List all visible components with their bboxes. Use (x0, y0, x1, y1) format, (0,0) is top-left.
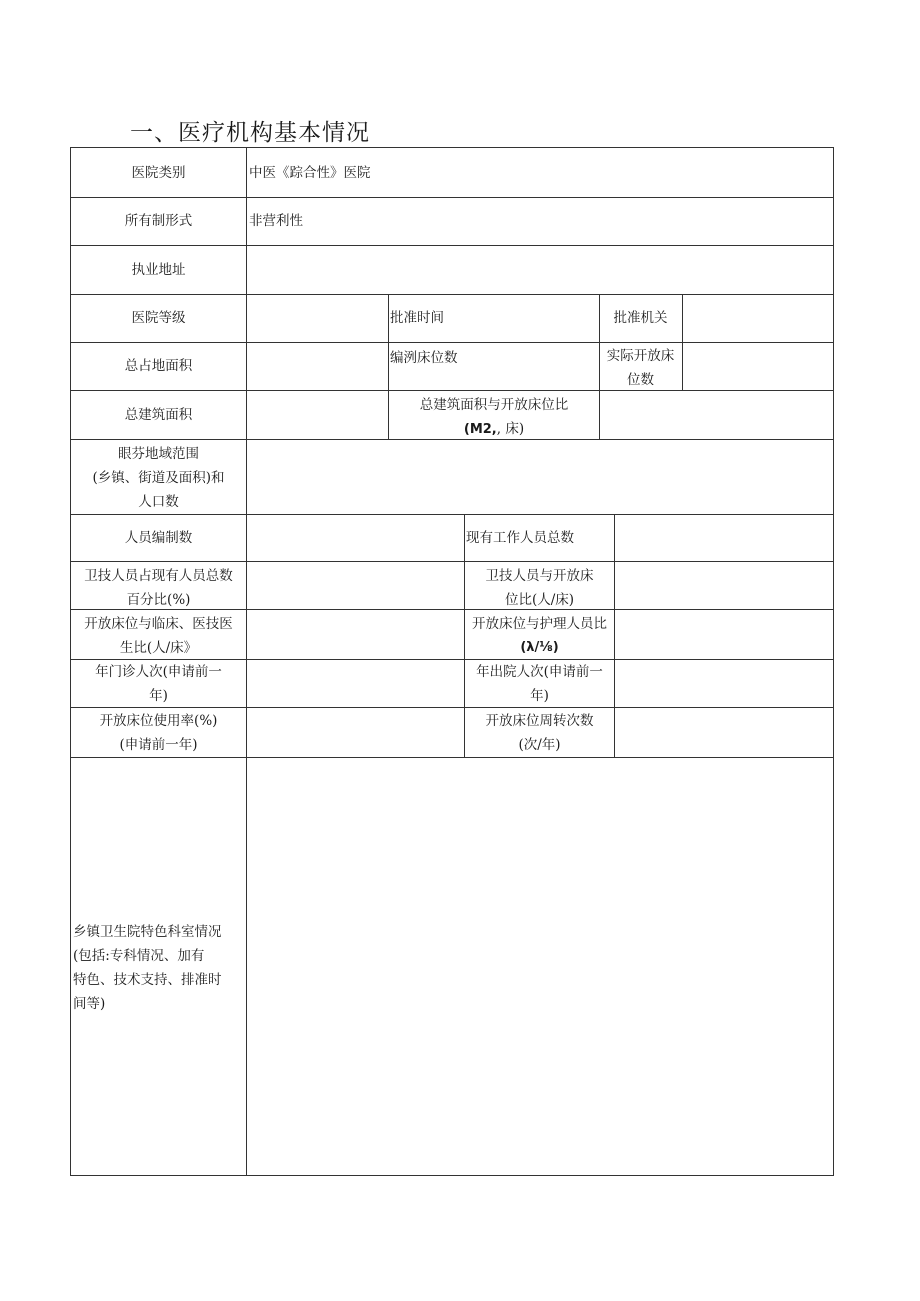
service-area-label (71, 442, 246, 514)
area-bed-ratio-value[interactable] (600, 390, 833, 439)
tech-staff-bed-ratio-line1: 卫技人员与开放床 (485, 568, 594, 584)
discharges-value[interactable] (615, 659, 833, 707)
tech-staff-percent-line2: 百分比(%) (126, 592, 191, 608)
grade-label: 医院等级 (131, 310, 186, 326)
ownership-label: 所有制形式 (124, 213, 193, 229)
discharges-line1: 年出院人次(申请前一 (476, 664, 603, 680)
bed-nurse-ratio-label (465, 612, 614, 659)
outpatient-visits-line1: 年门诊人次(申请前一 (95, 664, 222, 680)
institution-info-form (70, 147, 834, 1176)
current-staff-label: 现有工作人员总数 (466, 529, 574, 546)
area-bed-ratio-unit-bed: , 床) (496, 421, 525, 437)
bed-nurse-ratio-value[interactable] (615, 609, 833, 659)
actual-beds-value[interactable] (683, 342, 833, 390)
section-title: 一、医疗机构基本情况 (130, 120, 370, 146)
service-area-label-line2: (乡镇、街道及面积)和 (92, 470, 225, 486)
specialty-departments-line4: 间等) (73, 996, 106, 1012)
discharges-label (465, 660, 614, 707)
tech-staff-percent-value[interactable] (247, 561, 464, 609)
outpatient-visits-line2: 年) (149, 688, 168, 704)
bed-usage-rate-line2: (申请前一年) (119, 737, 198, 753)
address-label: 执业地址 (131, 261, 186, 278)
outpatient-visits-value[interactable] (247, 659, 464, 707)
staff-quota-value[interactable] (247, 514, 464, 561)
current-staff-value[interactable] (615, 514, 833, 561)
bed-turnover-value[interactable] (615, 707, 833, 757)
area-bed-ratio-label (389, 393, 599, 439)
specialty-departments-line3: 特色、技术支持、排准时 (73, 972, 222, 988)
tech-staff-bed-ratio-line2: 位比(人/床) (504, 592, 575, 608)
land-area-label: 总占地面积 (124, 358, 193, 374)
approval-authority-label: 批准机关 (613, 310, 668, 326)
bed-clinical-ratio-label (71, 612, 246, 659)
grade-value[interactable] (247, 294, 388, 342)
specialty-departments-value[interactable] (247, 757, 833, 1175)
building-area-label: 总建筑面积 (124, 406, 193, 423)
area-bed-ratio-line1: 总建筑面积与开放床位比 (419, 397, 569, 413)
bed-turnover-line1: 开放床位周转次数 (485, 713, 594, 729)
actual-beds-label-line2: 位数 (627, 372, 654, 388)
ownership-value[interactable]: 非营利性 (249, 213, 303, 229)
tech-staff-bed-ratio-label (465, 564, 614, 609)
bed-clinical-ratio-line1: 开放床位与临床、医技医 (84, 616, 233, 632)
service-area-label-line1: 眼芬地域范围 (118, 446, 199, 462)
bed-usage-rate-value[interactable] (247, 707, 464, 757)
tech-staff-percent-line1: 卫技人员占现有人员总数 (84, 568, 233, 584)
building-area-value[interactable] (247, 390, 388, 439)
approval-authority-value[interactable] (683, 294, 833, 342)
bed-clinical-ratio-line2: 生比(人/床》 (119, 640, 198, 656)
actual-beds-label-line1: 实际开放床 (606, 348, 675, 364)
tech-staff-bed-ratio-value[interactable] (615, 561, 833, 609)
land-area-value[interactable] (247, 342, 388, 390)
bed-nurse-ratio-line2: (λ/⅛) (520, 640, 559, 655)
bed-usage-rate-label (71, 709, 246, 757)
address-value[interactable] (249, 245, 829, 294)
hospital-type-value[interactable]: 中医《踪合性》医院 (249, 164, 371, 181)
service-area-label-line3: 人口数 (138, 494, 179, 510)
actual-beds-label (599, 344, 682, 390)
bed-turnover-line2: (次/年) (518, 737, 561, 753)
bed-usage-rate-line1: 开放床位使用率(%) (99, 713, 218, 729)
specialty-departments-label (73, 920, 245, 1020)
approval-time-label: 批准时间 (390, 310, 444, 326)
planned-beds-label: 编洌床位数 (390, 350, 458, 366)
specialty-departments-line1: 乡镇卫生院特色科室情况 (73, 924, 222, 940)
specialty-departments-line2: (包括:专科情况、加有 (73, 948, 205, 964)
tech-staff-percent-label (71, 564, 246, 609)
area-bed-ratio-unit: (M2, (463, 422, 497, 437)
service-area-value[interactable] (247, 439, 833, 514)
staff-quota-label: 人员编制数 (124, 529, 193, 546)
bed-clinical-ratio-value[interactable] (247, 609, 464, 659)
outpatient-visits-label (71, 660, 246, 707)
hospital-type-label: 医院类别 (131, 164, 186, 181)
discharges-line2: 年) (530, 688, 549, 704)
bed-nurse-ratio-line1: 开放床位与护理人员比 (472, 616, 607, 632)
bed-turnover-label (465, 709, 614, 757)
